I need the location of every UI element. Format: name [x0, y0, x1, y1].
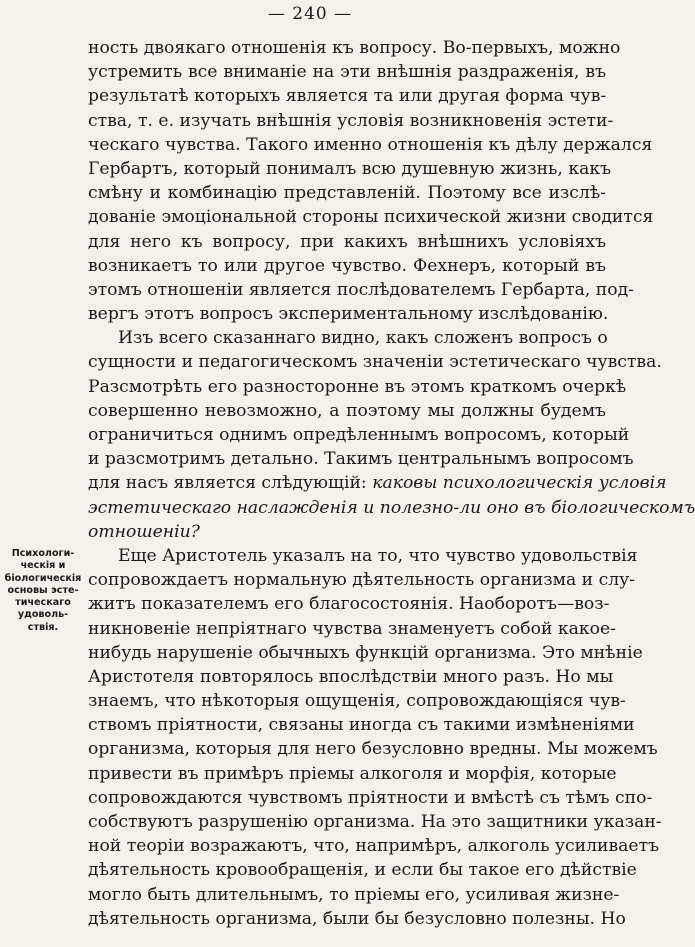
margin-note-line: ствія. [27, 621, 59, 633]
text-line [88, 471, 667, 495]
text-line: житъ показателемъ его благосостоянія. Наоборотъ—воз- [88, 594, 610, 615]
body-text [88, 36, 695, 931]
margin-note [0, 548, 86, 634]
text-line: ствомъ пріятности, связаны иногда съ такими измѣненіями [88, 715, 635, 736]
text-line: собствуютъ разрушенію организма. На это защитники указан- [88, 812, 662, 832]
text-line: устремить все вниманіе на эти внѣшнія раздраженія, въ [88, 62, 606, 83]
text-line: организма, которыя для него безусловно вредны. Мы можемъ [88, 739, 658, 760]
text-line: вергъ этотъ вопросъ экспериментальному изслѣдованію. [88, 304, 609, 325]
text-line: Изъ всего сказаннаго видно, какъ сложенъ вопросъ о [118, 328, 608, 349]
text-line: Аристотеля повторялось впослѣдствіи много разъ. Но мы [88, 666, 614, 687]
text-line: сопровождаются чувствомъ пріятности и вмѣстѣ съ тѣмъ спо- [88, 787, 653, 808]
text-line: Еще Аристотель указалъ на то, что чувство удовольствія [118, 545, 638, 566]
text-line: ограничиться однимъ опредѣленнымъ вопросомъ, который [88, 425, 630, 445]
margin-note-line: тическаго [15, 597, 71, 609]
text-line: совершенно невозможно, а поэтому мы должны будемъ [88, 400, 606, 421]
text-line-italic: каковы психологическія условія [372, 473, 667, 494]
text-line: и разсмотримъ детально. Такимъ центральнымъ вопросомъ [88, 449, 634, 470]
margin-note-line: ческія и [20, 560, 66, 572]
text-line: дѣятельность организма, были бы безусловно полезны. Но [88, 908, 626, 929]
text-line: ства, т. е. изучать внѣшнія условія возникновенія эстети- [88, 110, 614, 131]
text-line: ческаго чувства. Такого именно отношенія къ дѣлу держался [88, 134, 653, 155]
text-line: этомъ отношеніи является послѣдователемъ Гербарта, под- [88, 279, 634, 300]
text-line: сущности и педагогическомъ значеніи эстетическаго чувства. [88, 352, 662, 373]
text-line: знаемъ, что нѣкоторыя ощущенія, сопровождающіяся чув- [88, 691, 626, 712]
text-line: возникаетъ то или другое чувство. Фехнеръ, который въ [88, 255, 606, 276]
text-line: дованіе эмоціональной стороны психической жизни сводится [88, 207, 654, 228]
text-line: Гербартъ, который понималъ всю душевную жизнь, какъ [88, 158, 612, 179]
text-line: Разсмотрѣть его разносторонне въ этомъ краткомъ очеркѣ [88, 376, 627, 397]
text-line: смѣну и комбинацію представленій. Поэтому все изслѣ- [88, 183, 606, 204]
text-line-plain: для насъ является слѣдующій: [88, 473, 373, 494]
margin-note-line: основы эсте- [7, 584, 79, 596]
text-line: никновеніе непріятнаго чувства знаменуетъ собой какое- [88, 618, 616, 639]
text-line: ность двоякаго отношенія къ вопросу. Во-первыхъ, можно [88, 38, 621, 58]
text-line: для него къ вопросу, при какихъ внѣшнихъ условіяхъ [88, 231, 606, 252]
text-line: отношеніи? [88, 521, 200, 542]
text-line: эстетическаго наслажденія и полезно-ли оно въ біологическомъ [88, 497, 695, 518]
text-line: сопровождаетъ нормальную дѣятельность организма и слу- [88, 570, 636, 591]
page-number: — 240 — [267, 4, 353, 24]
margin-note-line: Психологи- [11, 548, 75, 559]
text-line: ной теоріи возражаютъ, что, напримѣръ, алкоголь усиливаетъ [88, 836, 660, 857]
text-line: результатѣ которыхъ является та или другая форма чув- [88, 86, 607, 107]
text-line: могло быть длительнымъ, то пріемы его, усиливая жизне- [88, 884, 620, 905]
margin-note-line: біологическія [4, 572, 82, 584]
margin-note-line: удоволь- [17, 609, 69, 621]
text-line: нибудь нарушеніе обычныхъ функцій организма. Это мнѣніе [88, 642, 643, 663]
text-line: дѣятельность кровообращенія, и если бы такое его дѣйствіе [88, 860, 637, 881]
text-line: привести въ примѣръ пріемы алкоголя и морфія, которые [88, 763, 617, 784]
